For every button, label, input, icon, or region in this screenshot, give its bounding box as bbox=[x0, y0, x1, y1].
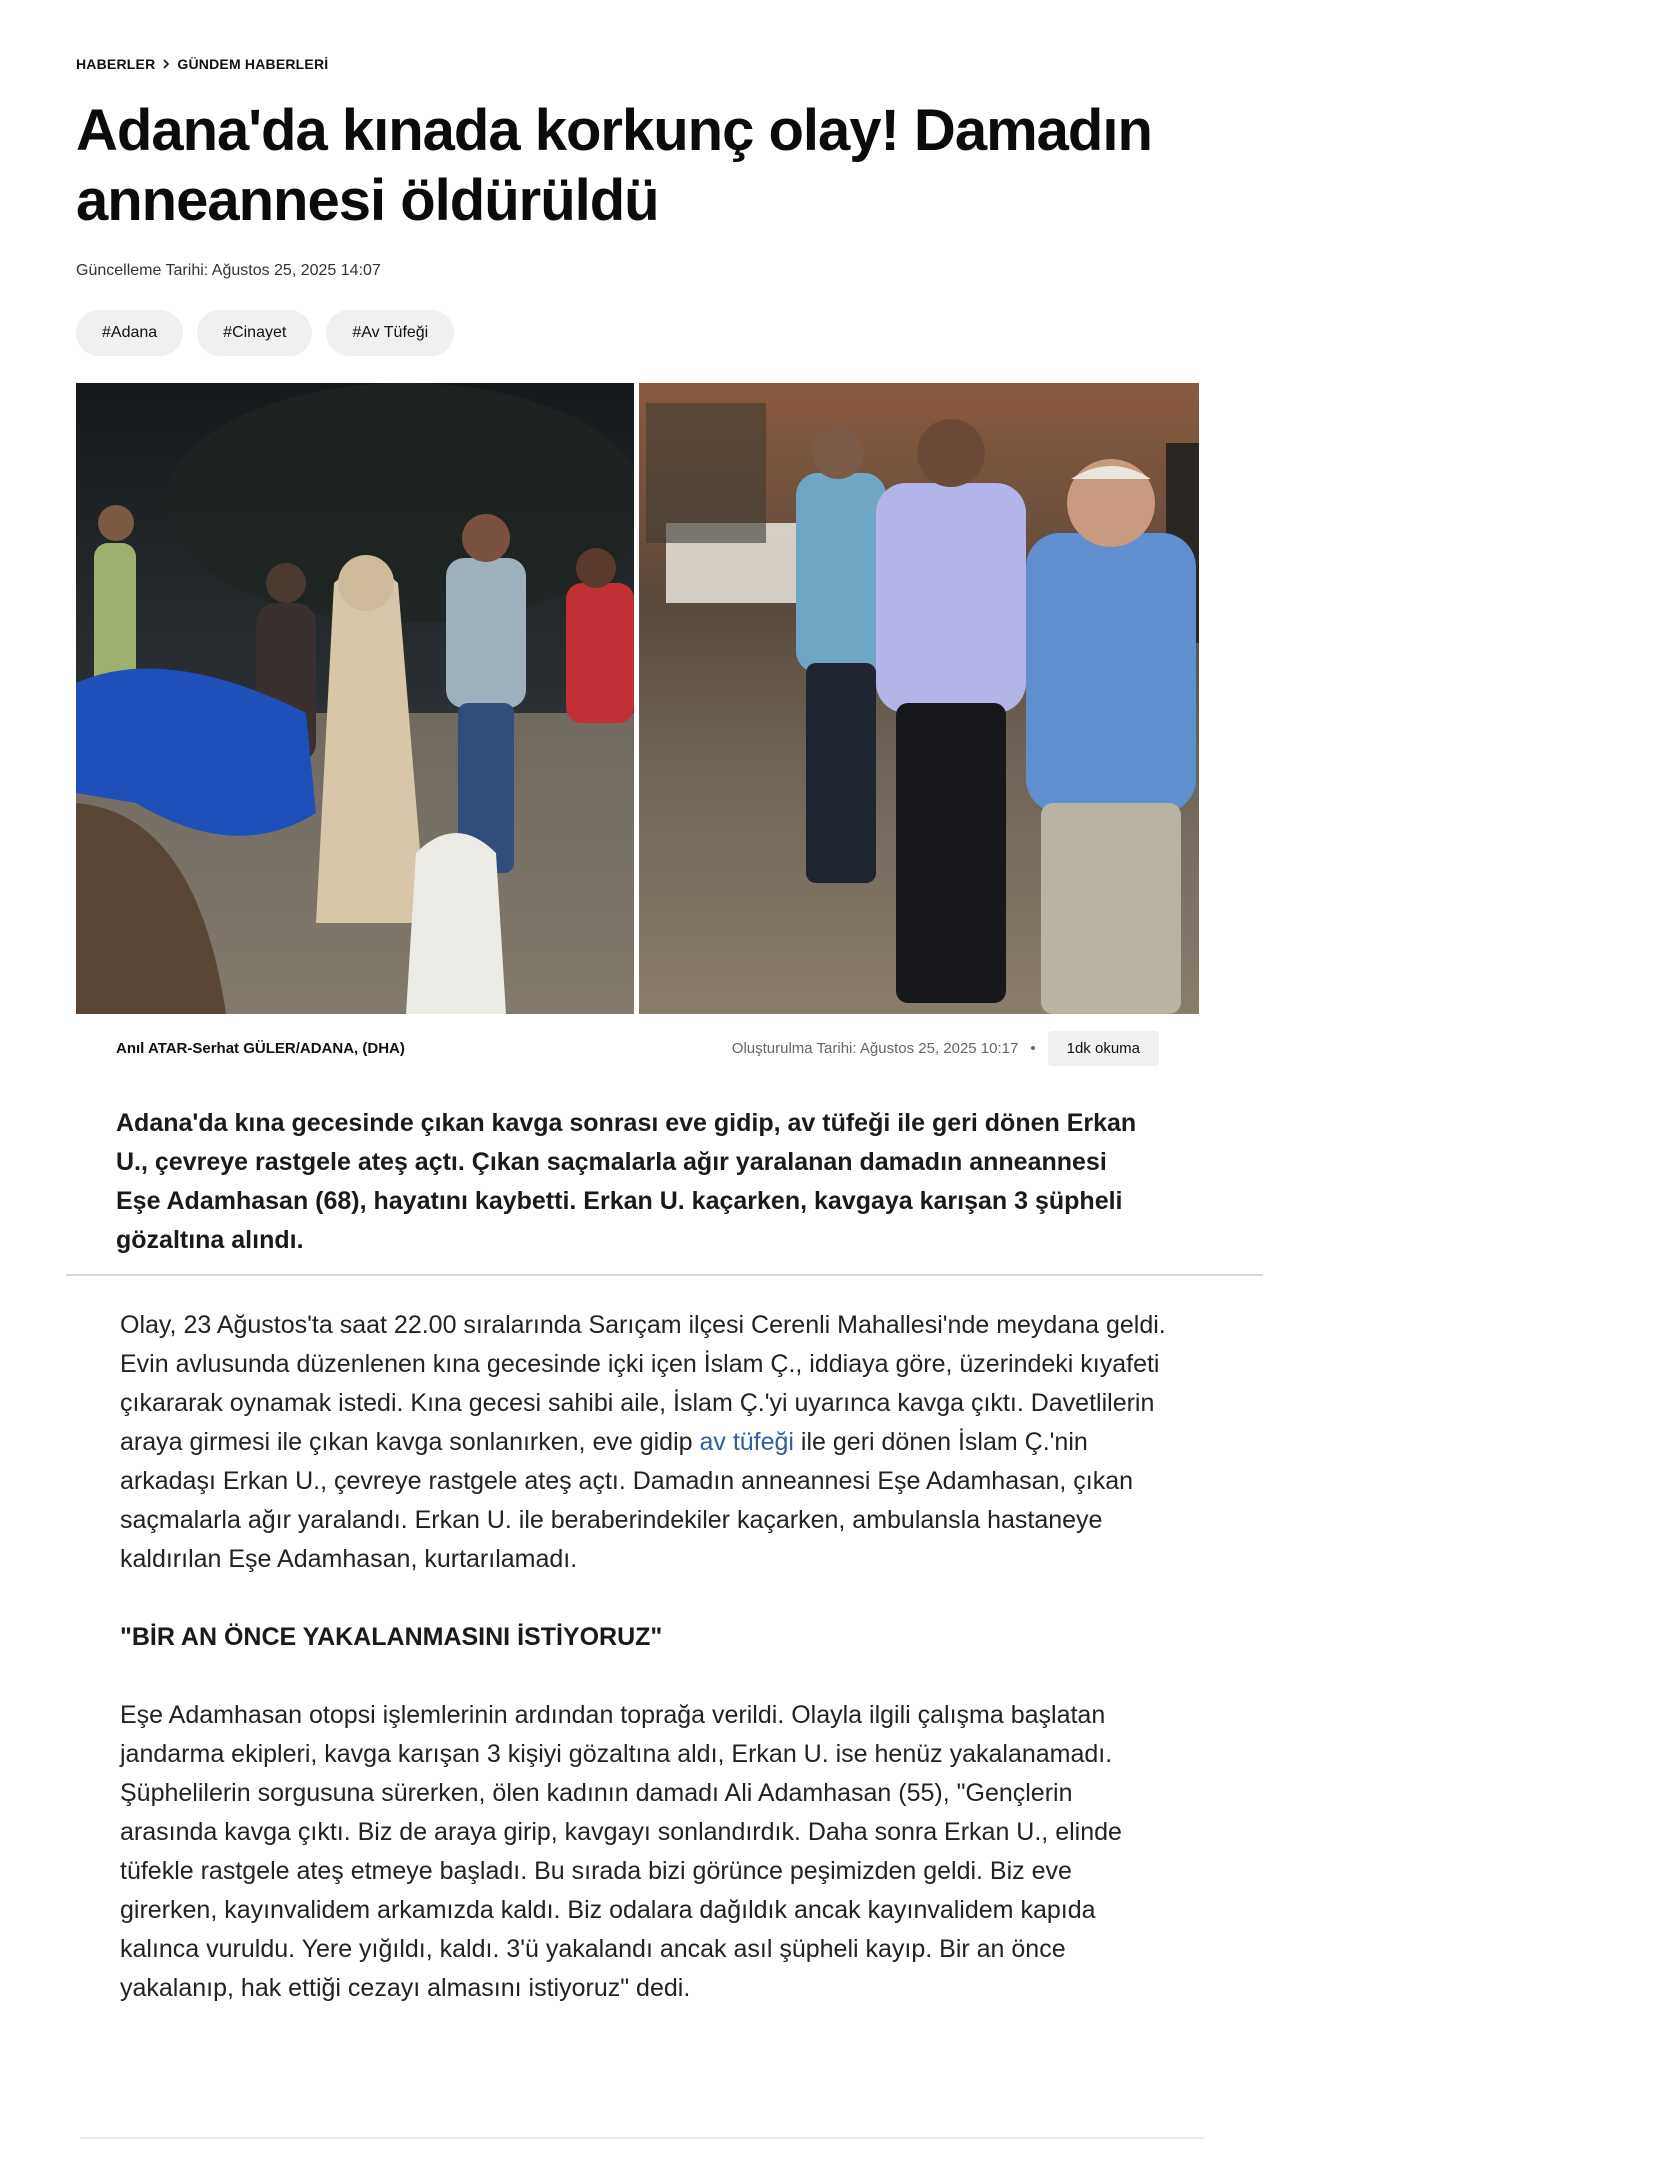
lead-divider bbox=[66, 1274, 1263, 1276]
paragraph-1-text-after: ile geri dönen İslam Ç.'nin arkadaşı Erkan U., çevreye rastgele ateş açtı. Damadın anneannesi Eşe Adamhasan, çıkan saçmalarla ağır yaralandı. Erkan U. ile beraberindekiler kaçarken, ambulansla hastaneye kaldırılan Eşe Adamhasan, kurtarılamadı. bbox=[120, 1428, 1134, 1573]
tag-cinayet[interactable]: #Cinayet bbox=[197, 310, 312, 356]
author-byline: Anıl ATAR-Serhat GÜLER/ADANA, (DHA) bbox=[116, 1039, 405, 1057]
reading-time-badge: 1dk okuma bbox=[1048, 1031, 1159, 1066]
article-end-divider bbox=[80, 2137, 1204, 2139]
tag-av-tufegi[interactable]: #Av Tüfeği bbox=[326, 310, 454, 356]
tag-adana[interactable]: #Adana bbox=[76, 310, 183, 356]
article-body bbox=[120, 1306, 1170, 2047]
photo-right-panel bbox=[639, 383, 1199, 1014]
article-photo[interactable] bbox=[76, 383, 1199, 1014]
chevron-right-icon bbox=[161, 58, 171, 70]
paragraph-1-text-before: Olay, 23 Ağustos'ta saat 22.00 sıralarında Sarıçam ilçesi Cerenli Mahallesi'nde meydana geldi. Evin avlusunda düzenlenen kına gecesinde içki içen İslam Ç., iddiaya göre, üzerindeki kıyafeti çıkararak oynamak istedi. Kına gecesi sahibi aile, İslam Ç.'yi uyarınca kavga çıktı. Davetlilerin araya girmesi ile çıkan kavga sonlanırken, eve gidip bbox=[120, 1311, 1166, 1456]
created-date: Oluşturulma Tarihi: Ağustos 25, 2025 10:17 bbox=[731, 1039, 1019, 1057]
breadcrumb-item-gundem-haberleri[interactable]: GÜNDEM HABERLERİ bbox=[177, 56, 329, 72]
breadcrumb-item-haberler[interactable]: HABERLER bbox=[76, 56, 156, 72]
body-paragraph-1 bbox=[120, 1306, 1170, 1579]
meta-right bbox=[732, 1031, 1159, 1066]
tag-list bbox=[76, 310, 454, 356]
article-title: Adana'da kınada korkunç olay! Damadın anneannesi öldürüldü bbox=[76, 98, 1152, 233]
update-date: Güncelleme Tarihi: Ağustos 25, 2025 14:07 bbox=[76, 262, 381, 279]
body-paragraph-2: Eşe Adamhasan otopsi işlemlerinin ardından toprağa verildi. Olayla ilgili çalışma başlatan jandarma ekipleri, kavga karışan 3 kişiyi gözaltına aldı, Erkan U. ise henüz yakalanamadı. Şüphelilerin sorgusuna sürerken, ölen kadının damadı Ali Adamhasan (55), "Gençlerin arasında kavga çıktı. Biz de araya girip, kavgayı sonlandırdık. Daha sonra Erkan U., elinde tüfekle rastgele ateş etmeye başladı. Bu sırada bizi görünce peşimizden geldi. Biz eve girerken, kayınvalidem arkamızda kaldı. Biz odalara dağıldık ancak kayınvalidem kapıda kalınca vuruldu. Yere yığıldı, kaldı. 3'ü yakalandı ancak asıl şüpheli kayıp. Bir an önce yakalanıp, hak ettiği cezayı almasını istiyoruz" dedi. bbox=[120, 1701, 1122, 2002]
photo-left-panel bbox=[76, 383, 646, 1014]
breadcrumb bbox=[76, 56, 328, 72]
inline-link-av-tufegi[interactable]: av tüfeği bbox=[699, 1428, 794, 1456]
article-lead: Adana'da kına gecesinde çıkan kavga sonrası eve gidip, av tüfeği ile geri dönen Erkan U., çevreye rastgele ateş açtı. Çıkan saçmalarla ağır yaralanan damadın anneannesi Eşe Adamhasan (68), hayatını kaybetti. Erkan U. kaçarken, kavgaya karışan 3 şüpheli gözaltına alındı. bbox=[116, 1109, 1137, 1254]
meta-separator-dot: • bbox=[1030, 1039, 1036, 1057]
article-meta bbox=[116, 1030, 1159, 1066]
article-subheading: "BİR AN ÖNCE YAKALANMASINI İSTİYORUZ" bbox=[120, 1623, 663, 1651]
